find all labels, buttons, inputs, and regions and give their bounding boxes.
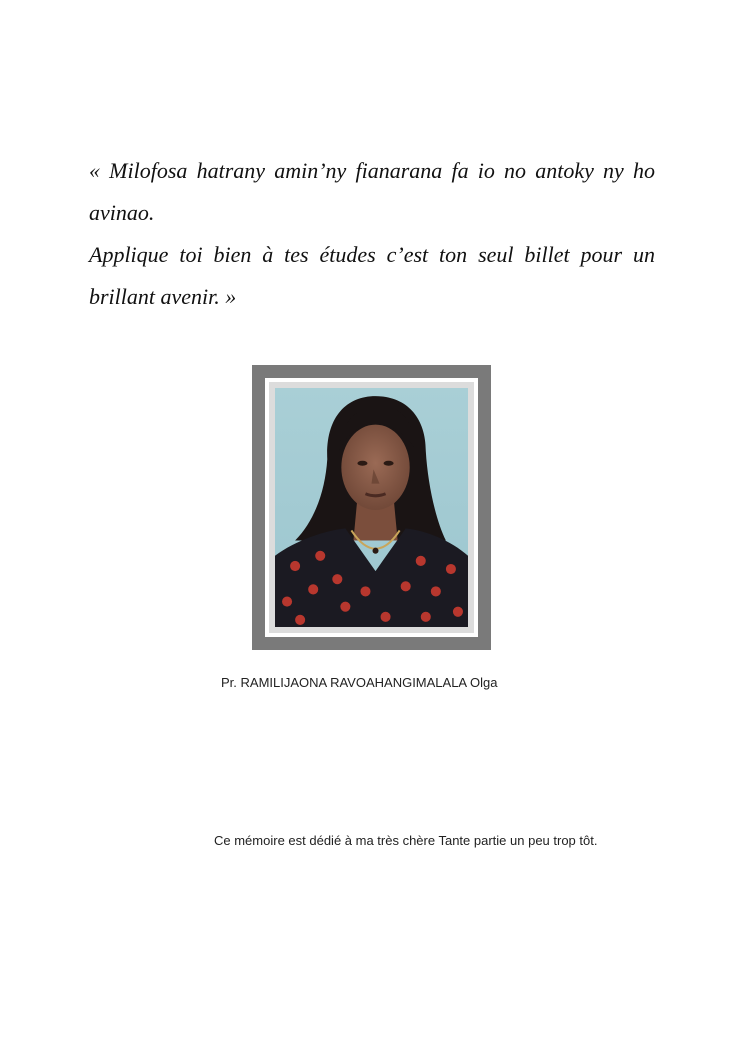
quote-french: Applique toi bien à tes études c’est ton seul billet pour un brillant avenir. » (89, 242, 655, 309)
photo-frame-border (265, 378, 478, 637)
photo-caption: Pr. RAMILIJAONA RAVOAHANGIMALALA Olga (221, 675, 498, 690)
photo-mat (269, 382, 474, 633)
photo-frame (252, 365, 491, 650)
quote-malagasy: « Milofosa hatrany amin’ny fianarana fa io no antoky ny ho avinao. (89, 158, 655, 225)
dedication-text: Ce mémoire est dédié à ma très chère Tante partie un peu trop tôt. (214, 833, 598, 848)
portrait-illustration (275, 388, 468, 627)
portrait-photo (275, 388, 468, 627)
epigraph-quote (89, 150, 655, 318)
